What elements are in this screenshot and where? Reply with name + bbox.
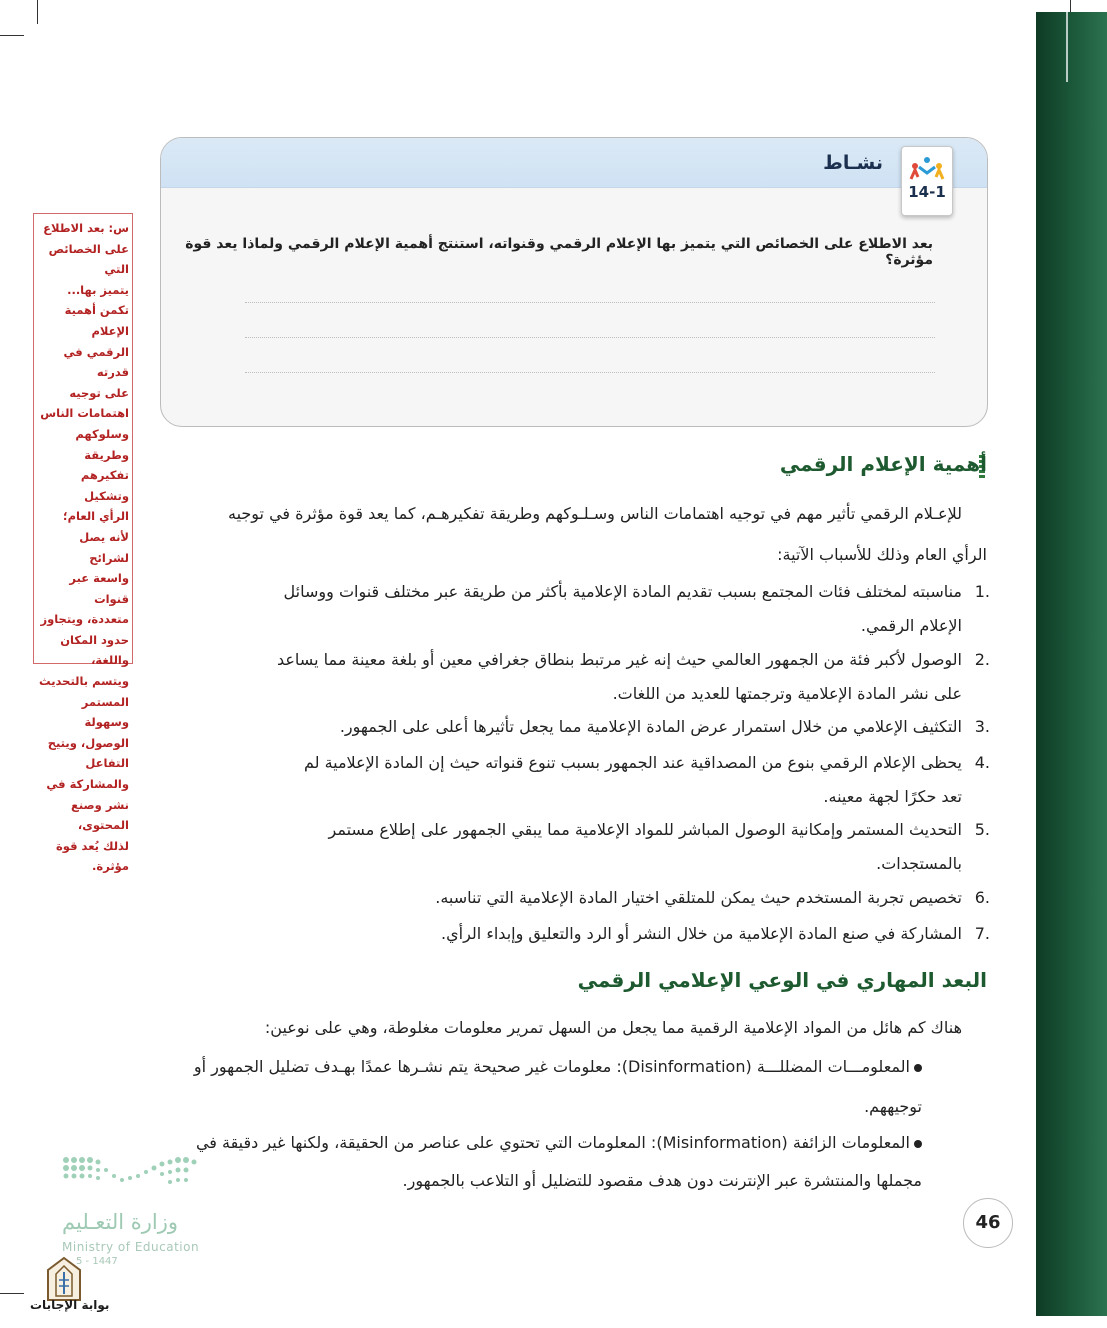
list-number: 7. — [974, 924, 990, 943]
list-item — [172, 813, 990, 881]
bullet-dot — [914, 1064, 922, 1072]
list-item — [172, 643, 990, 711]
answer-line-text: يتميز بها... — [67, 282, 129, 297]
activity-badge — [901, 146, 953, 216]
list-item-text: التحديث المستمر وإمكانية الوصول المباشر للمواد الإعلامية مما يبقي الجمهور على إطلاع مستمر — [328, 820, 962, 839]
list-item-text: المشاركة في صنع المادة الإعلامية من خلال النشر أو الرد والتعليق وإبداء الرأي. — [441, 924, 962, 943]
list-item-text: مناسبته لمختلف فئات المجتمع بسبب تقديم المادة الإعلامية بأكثر من طريقة عبر مختلف قنوات ووسائل — [283, 582, 962, 601]
list-item — [172, 575, 990, 643]
list-item-text: الوصول لأكبر فئة من الجمهور العالمي حيث إنه غير مرتبط بنطاق جغرافي معين أو بلغة معينة مما يساعد — [276, 650, 962, 669]
portal-label: بوابة الإجابات — [30, 1298, 110, 1312]
bullet-item — [162, 1124, 922, 1200]
intro-paragraph-cont — [187, 538, 987, 572]
ministry-year: 5 - 1447 — [76, 1256, 118, 1267]
section2-intro: هناك كم هائل من المواد الإعلامية الرقمية مما يجعل من السهل تمرير معلومات مغلوطة، وهي على نوعين: — [264, 1018, 962, 1037]
list-number: 6. — [974, 888, 990, 907]
list-item-text: على نشر المادة الإعلامية وترجمتها للعديد من اللغات. — [612, 684, 962, 703]
bullet-text: المعلومـــات المضللـــة (Disinformation): معلومات غير صحيحة يتم نشـرها عمدًا بهـدف تضليل الجمهور أو — [193, 1057, 910, 1076]
list-item-text: بالمستجدات. — [876, 854, 962, 873]
portal-logo-icon — [44, 1256, 84, 1302]
answer-line-text: اهتمامات الناس — [40, 406, 129, 421]
intro-paragraph — [162, 497, 962, 531]
section-heading: البعد المهاري في الوعي الإعلامي الرقمي — [577, 968, 987, 992]
answer-line-text: تكمن أهمية الإعلام — [64, 303, 129, 338]
answer-line-text: الرأي العام؛ — [63, 509, 129, 524]
bullet-line — [162, 1048, 922, 1086]
margin-answer — [33, 213, 133, 874]
people-icon — [907, 155, 947, 181]
list-item-text: التكثيف الإعلامي من خلال استمرار عرض المادة الإعلامية مما يجعل تأثيرها أعلى على الجمهور. — [339, 717, 962, 736]
side-decoration-band — [1036, 12, 1107, 1316]
answer-line-text: الرقمي في قدرته — [63, 344, 129, 380]
list-number: 2. — [974, 650, 990, 669]
crop-mark — [0, 35, 24, 36]
list-item — [172, 746, 990, 814]
answer-line-text: المستمر وسهولة — [81, 694, 129, 730]
list-item-text: تعد حكرًا لجهة معينه. — [823, 787, 962, 806]
activity-number: 14-1 — [908, 183, 946, 201]
bullet-dot — [914, 1140, 922, 1148]
answer-line-text: ويتسم بالتحديث — [39, 674, 129, 689]
page-number: 46 — [963, 1198, 1013, 1248]
answer-line — [245, 302, 935, 303]
bullet-text: المعلومات الزائفة (Misinformation): المعلومات التي تحتوي على عناصر من الحقيقة، ولكنها غير دقيقة في — [195, 1133, 910, 1152]
bullet-item — [162, 1048, 922, 1126]
bullet-line — [162, 1124, 922, 1162]
answer-line-text: تفكيرهم وتشكيل — [80, 468, 129, 503]
answer-line-text: واسعة عبر قنوات — [69, 571, 129, 606]
activity-question: بعد الاطلاع على الخصائص التي يتميز بها الإعلام الرقمي وقنواته، استنتج أهمية الإعلام الرقمي ولماذا يعد قوة مؤثرة؟ — [185, 236, 933, 268]
list-item-text: تخصيص تجربة المستخدم حيث يمكن للمتلقي اختيار المادة الإعلامية التي تناسبه. — [435, 888, 962, 907]
answer-line-text: لذلك يُعد قوة — [56, 838, 129, 853]
ministry-name-ar: وزارة التعـليم — [62, 1210, 179, 1234]
intro-line: الرأي العام وذلك للأسباب الآتية: — [777, 545, 987, 564]
crop-mark — [37, 0, 38, 24]
answer-line-text: مؤثرة. — [92, 859, 129, 874]
list-item-text: الإعلام الرقمي. — [860, 616, 962, 635]
list-item — [172, 881, 990, 915]
answer-line-text: حدود المكان واللغة، — [60, 632, 129, 668]
answer-line — [245, 337, 935, 338]
activity-box — [160, 137, 988, 427]
answer-line-text: نشر وصنع المحتوى، — [71, 797, 129, 833]
list-number: 4. — [974, 753, 990, 772]
answer-line-text: الوصول، ويتيح — [47, 735, 129, 750]
answer-line-text: متعددة، ويتجاوز — [40, 612, 129, 627]
intro-line: للإعـلام الرقمي تأثير مهم في توجيه اهتمامات الناس وسـلـوكهم وطريقة تفكيرهـم، كما يعد قوة مؤثرة في توجيه — [227, 504, 962, 523]
answer-line-text: لأنه يصل لشرائح — [79, 529, 129, 565]
band-line — [1066, 12, 1068, 82]
bullet-line: مجملها والمنتشرة عبر الإنترنت دون هدف مقصود للتضليل أو التلاعب بالجمهور. — [402, 1171, 922, 1190]
ministry-logo-icon — [58, 1152, 208, 1202]
list-item — [172, 917, 990, 951]
answer-line-text: على توجيه — [69, 385, 129, 400]
answer-line — [245, 372, 935, 373]
bullet-line: توجيههم. — [864, 1097, 922, 1116]
list-number: 5. — [974, 820, 990, 839]
list-number: 3. — [974, 717, 990, 736]
answer-line-text: وسلوكهم وطريقة — [75, 426, 129, 462]
list-item-text: يحظى الإعلام الرقمي بنوع من المصداقية عند الجمهور بسبب تنوع قنواته حيث إن المادة الإعلامية لم — [303, 753, 962, 772]
ministry-name-en: Ministry of Education — [62, 1240, 200, 1254]
answer-line-text: س: بعد الاطلاع — [43, 221, 129, 235]
list-item — [172, 710, 990, 744]
answer-line-text: التفاعل والمشاركة في — [46, 756, 129, 792]
activity-title: نشـاط — [823, 152, 883, 174]
list-number: 1. — [974, 582, 990, 601]
answer-line-text: على الخصائص التي — [48, 241, 129, 277]
crop-mark — [0, 1293, 24, 1294]
section-heading: أهمية الإعلام الرقمي — [779, 452, 987, 476]
